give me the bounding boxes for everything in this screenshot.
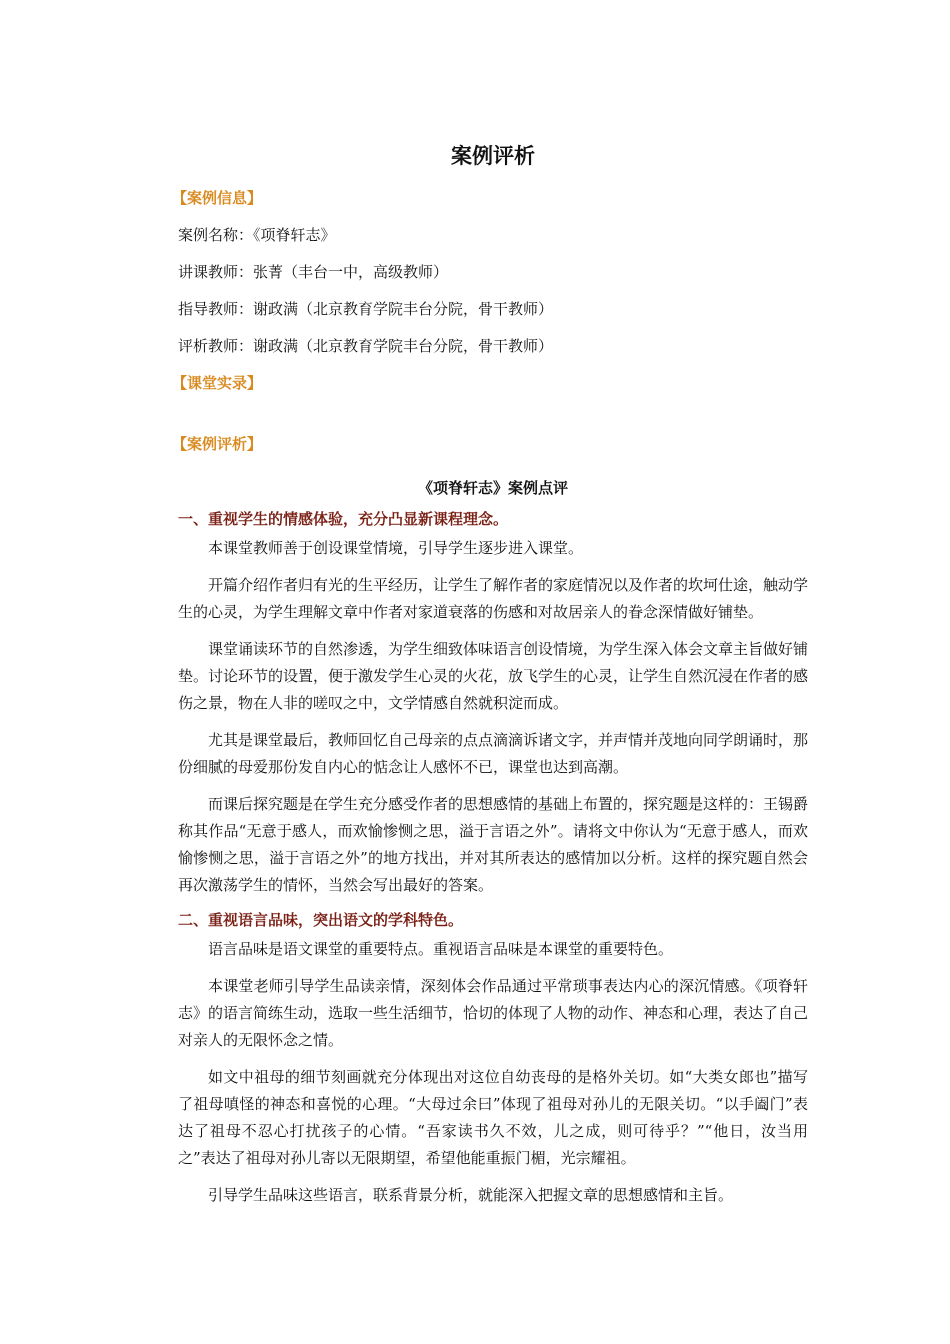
info-reviewer: 评析教师：谢政满（北京教育学院丰台分院，骨干教师） — [178, 337, 554, 355]
info-instructor: 指导教师：谢政满（北京教育学院丰台分院，骨干教师） — [178, 300, 554, 318]
document-content — [172, 140, 809, 1219]
paragraph: 开篇介绍作者归有光的生平经历，让学生了解作者的家庭情况以及作者的坎坷仕途，触动学生的心灵，为学生理解文章中作者对家道衰落的伤感和对故居亲人的眷念深情做好铺垫。 — [178, 576, 809, 621]
paragraph: 课堂诵读环节的自然渗透，为学生细致体味语言创设情境，为学生深入体会文章主旨做好铺垫。讨论环节的设置，便于激发学生心灵的火花，放飞学生的心灵，让学生自然沉浸在作者的感伤之景，物在人非的嗟叹之中，文学情感自然就积淀而成。 — [178, 640, 809, 712]
paragraph: 本课堂教师善于创设课堂情境，引导学生逐步进入课堂。 — [208, 539, 584, 557]
section-analysis-tag: 【案例评析】 — [172, 435, 263, 453]
heading-emotional-experience: 一、重视学生的情感体验，充分凸显新课程理念。 — [178, 510, 509, 528]
paragraph: 尤其是课堂最后，教师回忆自己母亲的点点滴滴诉诸文字，并声情并茂地向同学朗诵时，那份细腻的母爱那份发自内心的惦念让人感怀不已，课堂也达到高潮。 — [178, 731, 809, 776]
document-title: 案例评析 — [451, 144, 535, 168]
spacer — [178, 402, 808, 426]
section-info-tag: 【案例信息】 — [172, 189, 263, 207]
paragraph: 而课后探究题是在学生充分感受作者的思想感情的基础上布置的，探究题是这样的：王锡爵称其作品“无意于感人，而欢愉惨恻之思，溢于言语之外”。请将文中你认为“无意于感人，而欢愉惨恻之思，溢于言语之外”的地方找出，并对其所表达的感情加以分析。这样的探究题自然会再次激荡学生的情怀，当然会写出最好的答案。 — [178, 795, 809, 894]
paragraph: 语言品味是语文课堂的重要特点。重视语言品味是本课堂的重要特色。 — [208, 940, 674, 958]
heading-language-appreciation: 二、重视语言品味，突出语文的学科特色。 — [178, 911, 464, 929]
paragraph: 本课堂老师引导学生品读亲情，深刻体会作品通过平常琐事表达内心的深沉情感。《项脊轩志》的语言简练生动，选取一些生活细节，恰切的体现了人物的动作、神态和心理，表达了自己对亲人的无限怀念之情。 — [178, 977, 809, 1049]
info-lecturer: 讲课教师：张菁（丰台一中，高级教师） — [178, 263, 449, 281]
paragraph: 引导学生品味这些语言，联系背景分析，就能深入把握文章的思想感情和主旨。 — [208, 1186, 734, 1204]
paragraph: 如文中祖母的细节刻画就充分体现出对这位自幼丧母的是格外关切。如“大类女郎也”描写了祖母嗔怪的神态和喜悦的心理。“大母过余曰”体现了祖母对孙儿的无限关切。“以手阖门”表达了祖母不忍心打扰孩子的心情。“吾家读书久不效，儿之成，则可待乎？”“他日，汝当用之”表达了祖母对孙儿寄以无限期望，希望他能重振门楣，光宗耀祖。 — [178, 1068, 808, 1167]
section-record-tag: 【课堂实录】 — [172, 374, 263, 392]
analysis-subtitle: 《项脊轩志》案例点评 — [417, 479, 568, 497]
info-case-name: 案例名称：《项脊轩志》 — [178, 226, 336, 244]
